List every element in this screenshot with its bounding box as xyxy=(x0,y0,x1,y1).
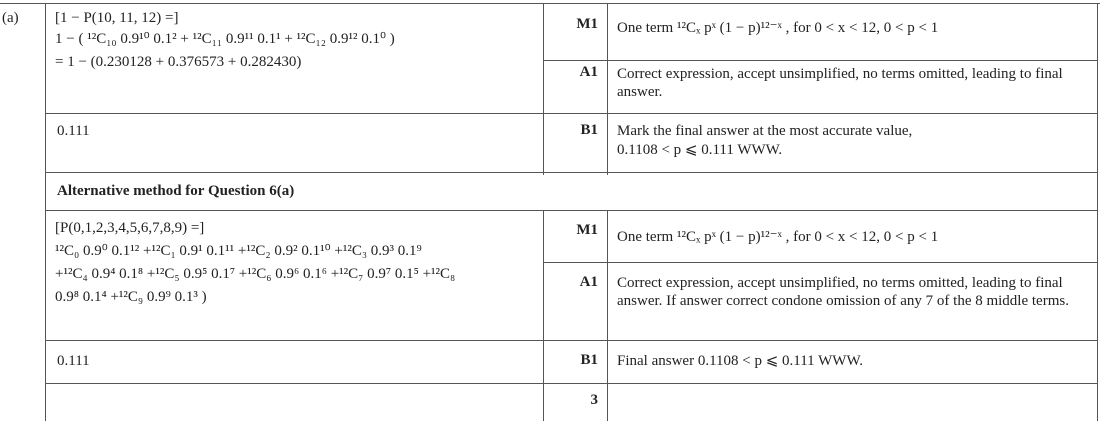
working-line: [P(0,1,2,3,4,5,6,7,8,9) =] xyxy=(55,220,205,236)
row-divider xyxy=(45,113,1098,114)
column-divider xyxy=(543,3,544,175)
table-border-top xyxy=(0,3,1100,4)
mark-guidance: One term ¹²Cₓ pˣ (1 − p)¹²⁻ˣ , for 0 < x < 12, 0 < p < 1 xyxy=(617,229,939,245)
working-line: ¹²C₀ 0.9⁰ 0.1¹² +¹²C₁ 0.9¹ 0.1¹¹ +¹²C₂ 0.9² 0.1¹⁰ +¹²C₃ 0.9³ 0.1⁹ xyxy=(55,243,422,259)
answer: 0.111 xyxy=(57,123,90,139)
mark-guidance: One term ¹²Cₓ pˣ (1 − p)¹²⁻ˣ , for 0 < x < 12, 0 < p < 1 xyxy=(617,20,939,36)
alternative-heading: Alternative method for Question 6(a) xyxy=(57,183,295,199)
mark-guidance: Correct expression, accept unsimplified, no terms omitted, leading to final answer. If answer correct condone omission of any 7 of the 8 middle terms. xyxy=(617,275,1069,309)
working-line: 0.9⁸ 0.1⁴ +¹²C₉ 0.9⁹ 0.1³ ) xyxy=(55,289,207,305)
mark-code: A1 xyxy=(579,64,598,80)
working-line: [1 − P(10, 11, 12) =] xyxy=(55,10,179,26)
row-divider xyxy=(45,172,1098,173)
mark-guidance: Final answer 0.1108 < p ⩽ 0.111 WWW. xyxy=(617,353,863,369)
column-divider xyxy=(543,210,544,421)
part-label: (a) xyxy=(2,10,19,26)
row-divider xyxy=(45,340,1098,341)
mark-code: A1 xyxy=(579,274,598,290)
mark-code: B1 xyxy=(580,122,598,138)
total-marks: 3 xyxy=(590,392,598,408)
row-divider xyxy=(45,383,1098,384)
column-divider xyxy=(45,3,46,421)
mark-code: B1 xyxy=(580,352,598,368)
row-divider xyxy=(543,262,1098,263)
column-divider xyxy=(607,3,608,175)
working-line: +¹²C₄ 0.9⁴ 0.1⁸ +¹²C₅ 0.9⁵ 0.1⁷ +¹²C₆ 0.9⁶ 0.1⁶ +¹²C₇ 0.9⁷ 0.1⁵ +¹²C₈ xyxy=(55,266,456,282)
mark-code: M1 xyxy=(576,16,598,32)
mark-code: M1 xyxy=(576,222,598,238)
row-divider xyxy=(543,60,1098,61)
mark-guidance: 0.1108 < p ⩽ 0.111 WWW. xyxy=(617,142,783,158)
row-divider xyxy=(45,210,1098,211)
answer: 0.111 xyxy=(57,353,90,369)
mark-guidance: Correct expression, accept unsimplified, no terms omitted, leading to final answer. xyxy=(617,66,1063,100)
working-line: 1 − ( ¹²C₁₀ 0.9¹⁰ 0.1² + ¹²C₁₁ 0.9¹¹ 0.1¹ + ¹²C₁₂ 0.9¹² 0.1⁰ ) xyxy=(55,31,395,47)
column-divider xyxy=(607,210,608,421)
mark-guidance: Mark the final answer at the most accurate value, xyxy=(617,123,913,139)
working-line: = 1 − (0.230128 + 0.376573 + 0.282430) xyxy=(55,54,302,70)
table-border-right xyxy=(1097,3,1098,421)
